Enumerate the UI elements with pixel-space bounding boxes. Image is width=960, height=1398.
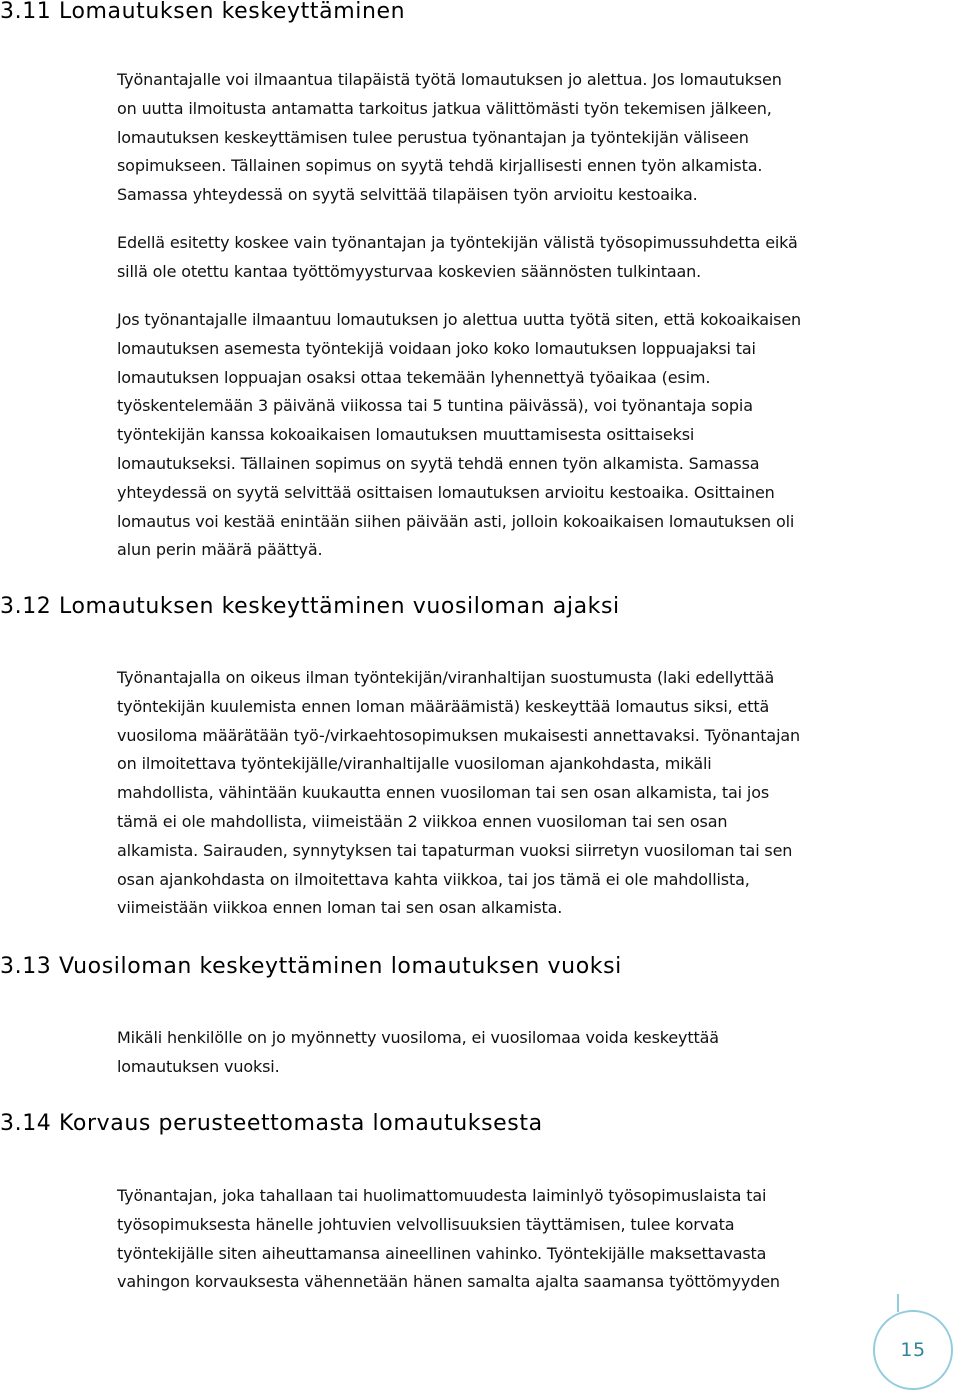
text-line: vahingon korvauksesta vähennetään hänen samalta ajalta saamansa työttömyyden (117, 1272, 780, 1292)
text-line: Samassa yhteydessä on syytä selvittää tilapäisen työn arvioitu kestoaika. (117, 185, 698, 205)
text-line: osan ajankohdasta on ilmoitettava kahta viikkoa, tai jos tämä ei ole mahdollista, (117, 869, 750, 889)
text-line: sillä ole otettu kantaa työttömyysturvaa koskevien säännösten tulkintaan. (117, 261, 702, 281)
text-line: lomautus voi kestää enintään siihen päivään asti, jolloin kokoaikaisen lomautuksen oli (117, 511, 795, 531)
text-line: sopimukseen. Tällainen sopimus on syytä tehdä kirjallisesti ennen työn alkamista. (117, 156, 763, 176)
text-line: on ilmoitettava työntekijälle/viranhaltijalle vuosiloman ajankohdasta, mikäli (117, 754, 712, 774)
text-line: mahdollista, vähintään kuukautta ennen vuosiloman tai sen osan alkamista, tai jos (117, 783, 770, 803)
text-line: tämä ei ole mahdollista, viimeistään 2 viikkoa ennen vuosiloman tai sen osan (117, 811, 728, 831)
paragraph-3-12-1 (117, 664, 847, 923)
text-line: Työnantajalla on oikeus ilman työntekijän/viranhaltijan suostumusta (laki edellyttää (117, 668, 775, 687)
paragraph-3-13-1 (117, 1024, 847, 1082)
text-line: Jos työnantajalle ilmaantuu lomautuksen jo alettua uutta työtä siten, että kokoaikaisen (117, 310, 802, 329)
text-line: työntekijän kanssa kokoaikaisen lomautuksen muuttamisesta osittaiseksi (117, 425, 695, 445)
text-line: vuosiloma määrätään työ-/virkaehtosopimuksen mukaisesti annettavaksi. Työnantajan (117, 725, 801, 745)
text-line: työsopimuksesta hänelle johtuvien velvollisuuksien täyttämisen, tulee korvata (117, 1214, 735, 1234)
text-line: lomautuksen loppuajan osaksi ottaa tekemään lyhennettyä työaikaa (esim. (117, 367, 711, 387)
paragraph-3-11-2 (117, 229, 847, 287)
text-line: Edellä esitetty koskee vain työnantajan ja työntekijän välistä työsopimussuhdetta eikä (117, 233, 798, 252)
paragraph-3-14-1 (117, 1182, 847, 1297)
text-line: työntekijän kuulemista ennen loman määräämistä) keskeyttää lomautus siksi, että (117, 696, 770, 716)
section-heading-3-12: 3.12 Lomautuksen keskeyttäminen vuosiloman ajaksi (0, 594, 620, 619)
text-line: viimeistään viikkoa ennen loman tai sen osan alkamista. (117, 898, 563, 918)
text-line: lomautuksen keskeyttämisen tulee perustua työnantajan ja työntekijän väliseen (117, 127, 749, 147)
section-heading-3-14: 3.14 Korvaus perusteettomasta lomautuksesta (0, 1111, 543, 1136)
text-line: Työnantajalle voi ilmaantua tilapäistä työtä lomautuksen jo alettua. Jos lomautuksen (117, 70, 782, 89)
paragraph-3-11-3 (117, 306, 847, 565)
text-line: lomautuksen asemesta työntekijä voidaan joko koko lomautuksen loppuajaksi tai (117, 338, 756, 358)
text-line: alkamista. Sairauden, synnytyksen tai tapaturman vuoksi siirretyn vuosiloman tai sen (117, 840, 793, 860)
section-heading-3-11: 3.11 Lomautuksen keskeyttäminen (0, 0, 406, 24)
section-heading-3-13: 3.13 Vuosiloman keskeyttäminen lomautuksen vuoksi (0, 954, 622, 979)
text-line: lomautuksen vuoksi. (117, 1056, 280, 1076)
text-line: työskentelemään 3 päivänä viikossa tai 5 tuntina päivässä), voi työnantaja sopia (117, 396, 753, 416)
text-line: yhteydessä on syytä selvittää osittaisen lomautuksen arvioitu kestoaika. Osittainen (117, 482, 775, 502)
text-line: alun perin määrä päättyä. (117, 540, 323, 560)
text-line: Mikäli henkilölle on jo myönnetty vuosiloma, ei vuosilomaa voida keskeyttää (117, 1028, 719, 1047)
text-line: Työnantajan, joka tahallaan tai huolimattomuudesta laiminlyö työsopimuslaista tai (117, 1186, 767, 1205)
text-line: on uutta ilmoitusta antamatta tarkoitus jatkua välittömästi työn tekemisen jälkeen, (117, 98, 772, 118)
paragraph-3-11-1 (117, 66, 847, 210)
page-number: 15 (900, 1339, 926, 1361)
text-line: työntekijälle siten aiheuttamansa aineellinen vahinko. Työntekijälle maksettavasta (117, 1243, 767, 1263)
text-line: lomautukseksi. Tällainen sopimus on syytä tehdä ennen työn alkamista. Samassa (117, 453, 760, 473)
